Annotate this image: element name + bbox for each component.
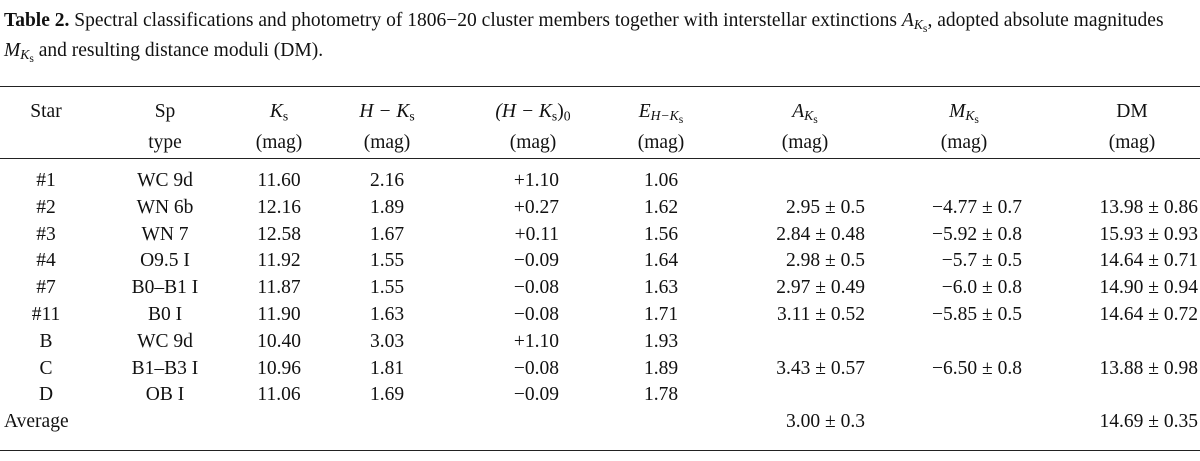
cell-abs-mag: −6.0 ± 0.8 xyxy=(941,277,1022,299)
header-a-unit: (mag) xyxy=(781,132,829,153)
table-row xyxy=(0,302,1200,329)
cell-extinction: 2.98 ± 0.5 xyxy=(786,250,865,272)
header-hk xyxy=(340,96,434,158)
cell-star: #2 xyxy=(36,196,56,218)
caption-text-a: Spectral classifications and photometry of 1806−20 cluster members together with interstellar extinctions xyxy=(74,10,902,31)
cell-h-minus-ks-0: −0.09 xyxy=(513,250,559,272)
cell-star: B xyxy=(39,330,53,352)
table-row xyxy=(0,329,1200,356)
cell-ks: 10.40 xyxy=(257,330,301,352)
table-row xyxy=(0,382,1200,409)
header-e-sub: H−K xyxy=(650,108,679,124)
cell-dm: 13.88 ± 0.98 xyxy=(1099,357,1198,379)
cell-excess: 1.71 xyxy=(643,303,679,325)
table-row xyxy=(0,356,1200,383)
header-hk-sub: s xyxy=(409,108,415,124)
header-m-subsub: s xyxy=(974,113,979,127)
cell-ks: 12.16 xyxy=(257,196,301,218)
cell-excess: 1.64 xyxy=(643,250,679,272)
header-hk0-sub: s xyxy=(551,108,558,124)
cell-extinction: 2.95 ± 0.5 xyxy=(786,196,865,218)
cell-h-minus-ks-0: +1.10 xyxy=(513,330,559,352)
header-hk0-close: ) xyxy=(557,101,564,122)
cell-dm: 14.64 ± 0.72 xyxy=(1099,303,1198,325)
cell-excess: 1.78 xyxy=(643,384,679,406)
cell-extinction: 3.11 ± 0.52 xyxy=(777,303,865,325)
header-hk0-sub2: 0 xyxy=(563,108,571,124)
cell-star: #1 xyxy=(36,170,56,191)
header-sp xyxy=(125,96,205,158)
caption-text-b: , adopted absolute magnitudes xyxy=(927,10,1164,31)
cell-excess: 1.63 xyxy=(643,277,679,299)
cell-star: #4 xyxy=(36,250,56,272)
cell-excess: 1.62 xyxy=(643,196,679,218)
header-hk0-unit: (mag) xyxy=(509,132,557,153)
caption-mk-symbol: M xyxy=(4,40,21,61)
caption-ak-symbol: A xyxy=(901,10,914,31)
average-dm: 14.69 ± 0.35 xyxy=(1099,411,1198,433)
header-e-symbol: E xyxy=(638,101,651,122)
cell-star: #11 xyxy=(31,303,61,325)
cell-h-minus-ks: 3.03 xyxy=(369,330,405,352)
table-caption xyxy=(4,6,1194,66)
header-e-unit: (mag) xyxy=(637,132,685,153)
cell-sp-type: WN 7 xyxy=(141,223,189,245)
caption-ak-subsub: s xyxy=(922,22,928,36)
cell-abs-mag: −5.85 ± 0.5 xyxy=(932,303,1022,325)
header-m-symbol: M xyxy=(949,101,966,122)
header-a-sub: K xyxy=(804,108,814,124)
header-hk-unit: (mag) xyxy=(363,132,411,153)
cell-h-minus-ks-0: +1.10 xyxy=(513,170,559,191)
cell-ks: 12.58 xyxy=(257,223,301,245)
header-star xyxy=(22,96,70,127)
header-a-symbol: A xyxy=(792,101,805,122)
cell-ks: 11.90 xyxy=(257,303,301,325)
header-hk0 xyxy=(468,96,598,158)
cell-star: #3 xyxy=(36,223,56,245)
cell-sp-type: B0–B1 I xyxy=(131,277,199,299)
cell-h-minus-ks: 1.55 xyxy=(369,250,405,272)
cell-h-minus-ks-0: −0.09 xyxy=(513,384,559,406)
cell-abs-mag: −6.50 ± 0.8 xyxy=(932,357,1022,379)
header-m xyxy=(922,96,1006,158)
cell-dm: 13.98 ± 0.86 xyxy=(1099,196,1198,218)
cell-ks: 10.96 xyxy=(257,357,301,379)
cell-h-minus-ks: 1.67 xyxy=(369,223,405,245)
cell-dm: 15.93 ± 0.93 xyxy=(1099,223,1198,245)
caption-ak-sub: K xyxy=(913,17,923,33)
cell-h-minus-ks: 2.16 xyxy=(369,170,405,191)
header-m-unit: (mag) xyxy=(940,132,988,153)
cell-dm: 14.90 ± 0.94 xyxy=(1099,277,1198,299)
average-row xyxy=(0,409,1200,436)
cell-h-minus-ks-0: −0.08 xyxy=(513,277,559,299)
header-rule xyxy=(0,158,1200,159)
cell-h-minus-ks: 1.81 xyxy=(369,357,405,379)
cell-abs-mag: −4.77 ± 0.7 xyxy=(932,196,1022,218)
cell-star: #7 xyxy=(36,277,56,299)
bottom-rule xyxy=(0,450,1200,451)
cell-sp-type: WC 9d xyxy=(137,170,193,191)
cell-h-minus-ks-0: +0.11 xyxy=(514,223,559,245)
cell-excess: 1.06 xyxy=(643,170,679,191)
cell-sp-type: WC 9d xyxy=(137,330,193,352)
cell-abs-mag: −5.7 ± 0.5 xyxy=(941,250,1022,272)
cell-excess: 1.89 xyxy=(643,357,679,379)
cell-ks: 11.06 xyxy=(257,384,301,406)
caption-text-c: and resulting distance moduli (DM). xyxy=(33,40,324,61)
cell-ks: 11.87 xyxy=(257,277,301,299)
header-a xyxy=(770,96,840,158)
header-dm-label: DM xyxy=(1116,101,1148,122)
cell-sp-type: B0 I xyxy=(147,303,183,325)
caption-label: Table 2. xyxy=(4,10,70,31)
table-row xyxy=(0,195,1200,222)
header-sp-label: Sp xyxy=(154,101,176,122)
cell-h-minus-ks-0: −0.08 xyxy=(513,357,559,379)
cell-excess: 1.56 xyxy=(643,223,679,245)
table-body xyxy=(0,168,1200,436)
header-m-sub: K xyxy=(965,108,975,124)
cell-excess: 1.93 xyxy=(643,330,679,352)
table-row xyxy=(0,248,1200,275)
header-dm xyxy=(1094,96,1170,158)
header-hk-symbol: H − K xyxy=(359,101,410,122)
cell-extinction: 3.43 ± 0.57 xyxy=(776,357,865,379)
average-label: Average xyxy=(4,411,69,433)
header-ks-sub: s xyxy=(282,108,289,124)
header-sp-sublabel: type xyxy=(148,132,182,153)
cell-h-minus-ks-0: +0.27 xyxy=(513,196,559,218)
cell-extinction: 2.97 ± 0.49 xyxy=(776,277,865,299)
cell-dm: 14.64 ± 0.71 xyxy=(1099,250,1198,272)
header-a-subsub: s xyxy=(813,113,818,127)
cell-sp-type: WN 6b xyxy=(136,196,194,218)
cell-ks: 11.92 xyxy=(257,250,301,272)
top-rule xyxy=(0,86,1200,87)
cell-ks: 11.60 xyxy=(257,170,301,191)
cell-sp-type: B1–B3 I xyxy=(131,357,199,379)
table-row xyxy=(0,168,1200,195)
header-dm-unit: (mag) xyxy=(1108,132,1156,153)
cell-sp-type: O9.5 I xyxy=(140,250,190,272)
average-extinction: 3.00 ± 0.3 xyxy=(786,411,865,433)
header-ks xyxy=(244,96,314,158)
cell-h-minus-ks-0: −0.08 xyxy=(513,303,559,325)
cell-h-minus-ks: 1.69 xyxy=(369,384,405,406)
cell-sp-type: OB I xyxy=(145,384,185,406)
cell-abs-mag: −5.92 ± 0.8 xyxy=(932,223,1022,245)
caption-mk-subsub: s xyxy=(29,52,34,66)
cell-star: C xyxy=(39,357,53,379)
caption-mk-sub: K xyxy=(20,47,30,63)
cell-extinction: 2.84 ± 0.48 xyxy=(776,223,865,245)
table-row xyxy=(0,275,1200,302)
table-row xyxy=(0,222,1200,249)
header-star-label: Star xyxy=(30,101,62,122)
cell-h-minus-ks: 1.89 xyxy=(369,196,405,218)
cell-star: D xyxy=(38,384,54,406)
cell-h-minus-ks: 1.63 xyxy=(369,303,405,325)
header-hk0-symbol: (H − K xyxy=(495,101,552,122)
header-ks-unit: (mag) xyxy=(255,132,303,153)
header-e-subsub: s xyxy=(678,113,684,127)
cell-h-minus-ks: 1.55 xyxy=(369,277,405,299)
header-e xyxy=(621,96,701,158)
header-ks-symbol: K xyxy=(269,101,283,122)
